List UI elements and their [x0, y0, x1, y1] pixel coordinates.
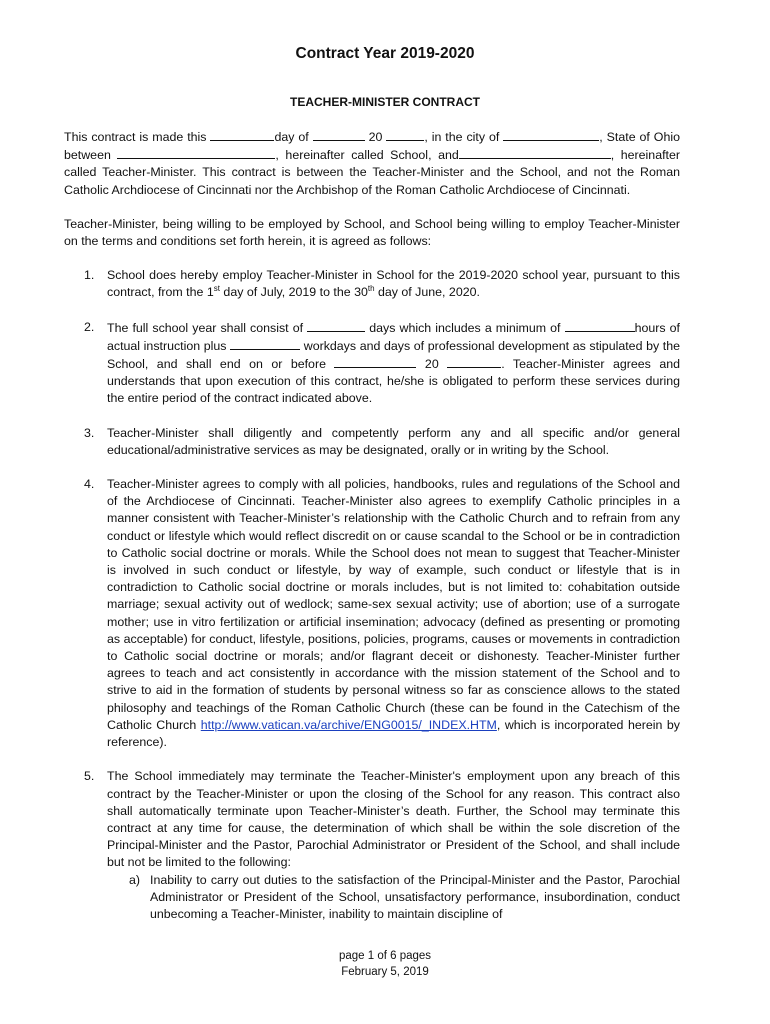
sub-clause-a — [107, 872, 680, 924]
sub-clause-label: a) — [129, 872, 141, 887]
city-blank — [503, 128, 599, 141]
clause-3 — [64, 425, 680, 459]
page-number: page 1 of 6 pages — [338, 950, 432, 962]
clause-number: 3. — [84, 425, 95, 440]
clause-text: School does hereby employ Teacher-Minister in School for the 2019-2020 school year, pursuant to this contract, from the 1 — [107, 268, 680, 300]
clause-text: The full school year shall consist of — [107, 320, 308, 335]
clause-4 — [64, 476, 680, 751]
page-footer — [0, 948, 770, 980]
teacher-name-blank — [459, 146, 611, 159]
clause-text: days which includes a minimum of — [365, 320, 565, 335]
school-name-blank — [117, 146, 275, 159]
day-blank — [210, 128, 274, 141]
clause-5 — [64, 768, 680, 923]
intro-text: , hereinafter called School, and — [275, 148, 459, 163]
clause-number: 4. — [84, 477, 95, 492]
intro-text: This contract is made this — [64, 130, 211, 144]
clause-text: Teacher-Minister shall diligently and competently perform any and all specific and/or general educational/administrative services as may be designated, orally or in writing by the School. — [107, 425, 680, 457]
clause-text: day of July, 2019 to the 30 — [219, 285, 368, 300]
intro-text: day of — [274, 130, 313, 144]
days-blank — [307, 319, 365, 332]
ordinal-suffix: th — [367, 284, 375, 294]
contract-year-title: Contract Year 2019-2020 — [295, 45, 475, 62]
clause-text: . Teacher-Minister agrees and understands that upon execution of this contract, he/she is obligated to perform these services during the entire period of the contract indicated above. — [107, 357, 680, 406]
footer-date: February 5, 2019 — [341, 966, 429, 978]
intro-text: 20 — [364, 130, 387, 144]
clause-text: hours of actual instruction plus — [107, 320, 680, 353]
clause-text: Teacher-Minister agrees to comply with all policies, handbooks, rules and regulations of the School and of the Archdiocese of Cincinnati. Teacher-Minister also agrees to exemplify Catholic principles in a manner consistent with Teacher-Minister’s relationship with the Catholic Church and to refrain from any conduct or lifestyle which would reflect discredit on or cause scandal to the School or be in contradiction to Catholic social doctrine or morals. While the School does not mean to suggest that Teacher-Minister is involved in such conduct or lifestyle, by way of example, such conduct or lifestyle that is in contradiction to Catholic social doctrine or morals includes, but is not limited to: cohabitation outside marriage; sexual activity out of wedlock; same-sex sexual activity; use of abortion; use of a surrogate mother; use in vitro fertilization or artificial insemination; advocacy (defined as presenting or promoting as acceptable) for conduct, lifestyle, positions, policies, programs, causes or movements in contradiction to Catholic social doctrine or morals; and/or flagrant deceit or dishonesty. Teacher-Minister further agrees to teach and act consistently in accordance with the mission statement of the School and to strive to aid in the formation of students by personal witness so far as conscience allows to the stated philosophy and teachings of the Roman Catholic Church (these can be found in the Catechism of the Catholic Church — [107, 477, 680, 732]
sub-clause-text: Inability to carry out duties to the satisfaction of the Principal-Minister and the Pastor, Parochial Administrator or President of the School, unsatisfactory performance, insubordination, conduct unbecoming a Teacher-Minister, inability to maintain discipline of — [150, 872, 680, 921]
catechism-link[interactable]: http://www.vatican.va/archive/ENG0015/_INDEX.HTM — [200, 717, 497, 732]
intro-text: , State of Ohio between — [64, 130, 680, 163]
contract-subtitle: TEACHER-MINISTER CONTRACT — [290, 95, 480, 109]
month-blank — [313, 128, 365, 141]
clause-text: workdays and days of professional development as stipulated by the School, and shall end on or before — [107, 338, 681, 372]
clause-2 — [64, 319, 680, 408]
clause-list — [64, 267, 680, 923]
ordinal-suffix: st — [213, 284, 220, 294]
year-blank — [386, 128, 424, 141]
clause-text: 20 — [416, 357, 448, 372]
clause-text: The School immediately may terminate the Teacher-Minister's employment upon any breach of this contract by the Teacher-Minister or upon the closing of the School for any reason. This contract also shall automatically terminate upon Teacher-Minister’s death. Further, the School may terminate this contract at any time for cause, the determination of which shall be within the sole discretion of the Principal-Minister and the Pastor, Parochial Administrator or President of the School, and shall include but not be limited to the following: — [107, 769, 680, 870]
end-year-blank — [447, 355, 501, 368]
contract-body — [64, 128, 680, 940]
clause-number: 2. — [84, 319, 95, 334]
clause-text: , which is incorporated herein by reference). — [107, 717, 680, 750]
hours-blank — [565, 319, 635, 332]
intro-paragraph — [64, 128, 680, 199]
clause-number: 5. — [84, 769, 95, 784]
clause-1 — [64, 267, 680, 301]
end-date-blank — [334, 355, 416, 368]
intro-text: , in the city of — [424, 130, 504, 144]
workdays-blank — [230, 337, 300, 350]
clause-number: 1. — [84, 268, 95, 283]
intro-text: , hereinafter called Teacher-Minister. This contract is between the Teacher-Minister and the School, and not the Roman Catholic Archdiocese of Cincinnati nor the Archbishop of the Roman Catholic Archdiocese of Cincinnati. — [64, 148, 680, 197]
agreement-paragraph: Teacher-Minister, being willing to be employed by School, and School being willing to employ Teacher-Minister on the terms and conditions set forth herein, it is agreed as follows: — [64, 216, 680, 249]
clause-text: day of June, 2020. — [374, 285, 480, 300]
